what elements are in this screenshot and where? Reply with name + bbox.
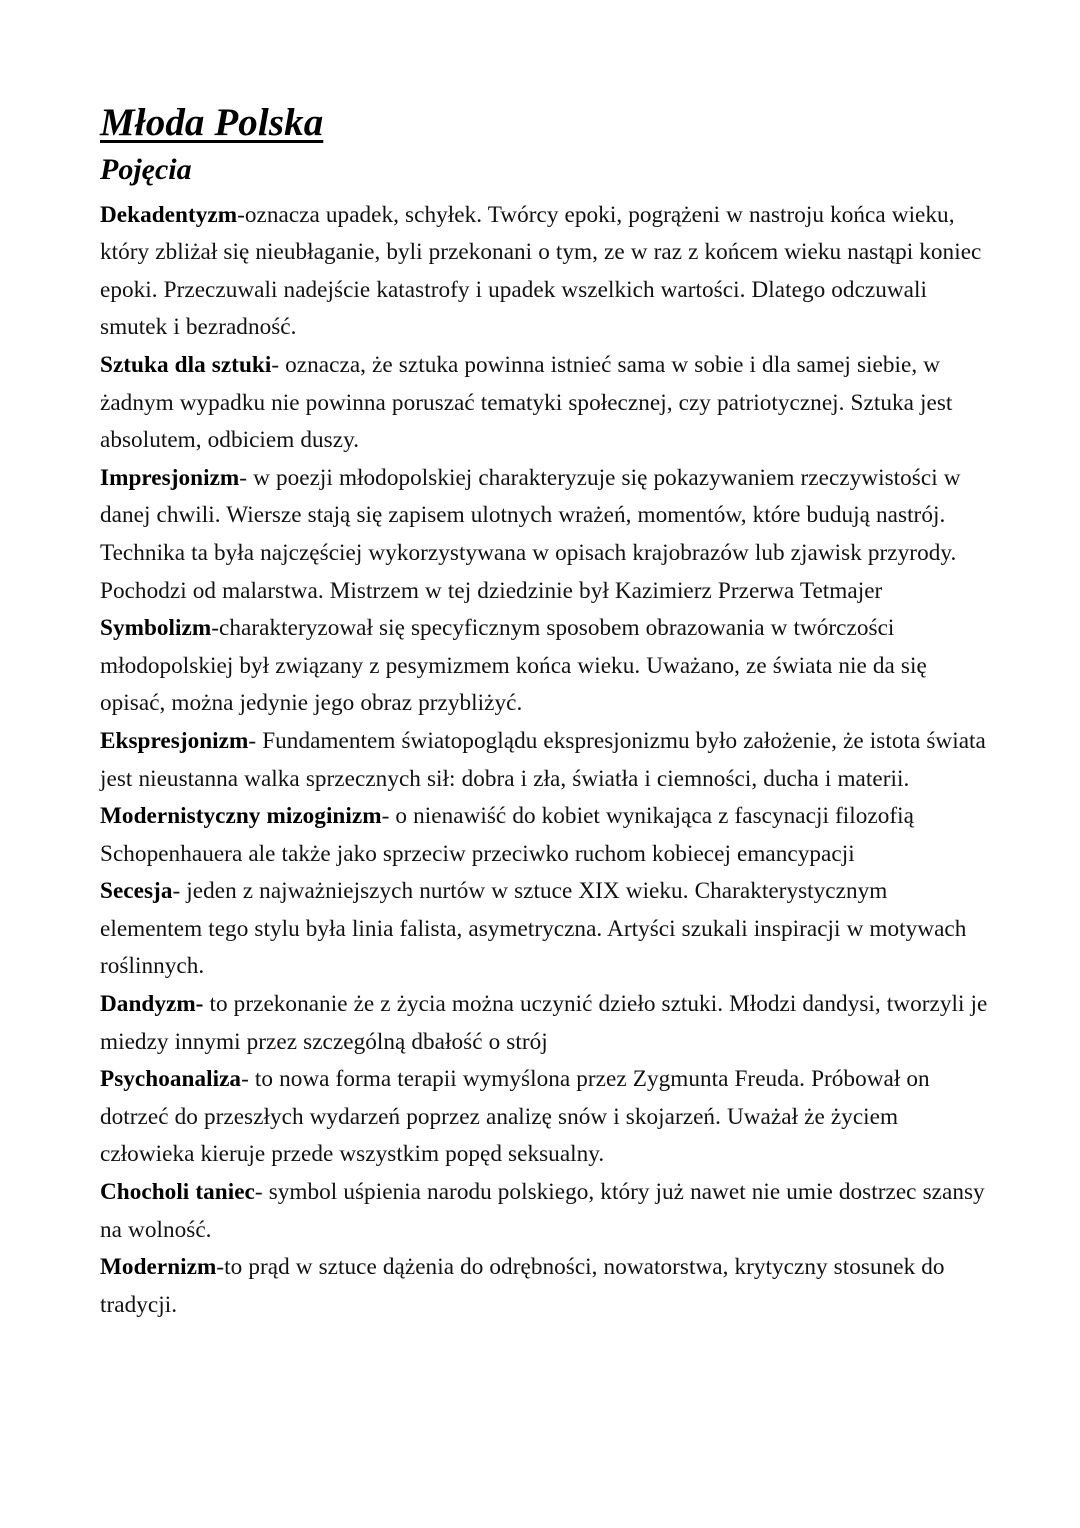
glossary-definition: to przekonanie że z życia można uczynić dzieło sztuki. Młodzi dandysi, tworzyli je miedzy innymi przez szczególną dbałość o strój (100, 991, 988, 1055)
glossary-entry (100, 1174, 992, 1249)
glossary-term: Dandyzm- (100, 991, 204, 1018)
glossary-definition: -oznacza upadek, schyłek. Twórcy epoki, pogrążeni w nastroju końca wieku, który zbliżał się nieubłaganie, byli przekonani o tym, ze w raz z końcem wieku nastąpi koniec epoki. Przeczuwali nadejście katastrofy i upadek wszelkich wartości. Dlatego odczuwali smutek i bezradność. (100, 201, 982, 341)
glossary-term: Symbolizm (100, 615, 212, 642)
glossary-definition: -charakteryzował się specyficznym sposobem obrazowania w twórczości młodopolskiej był związany z pesymizmem końca wieku. Uważano, ze świata nie da się opisać, można jedynie jego obraz przybliżyć. (100, 615, 927, 717)
glossary-term: Ekspresjonizm (100, 727, 249, 754)
glossary-list (100, 197, 992, 1325)
glossary-definition: - jeden z najważniejszych nurtów w sztuce XIX wieku. Charakterystycznym elementem tego stylu była linia falista, asymetryczna. Artyści szukali inspiracji w motywach roślinnych. (100, 878, 967, 980)
glossary-term: Secesja (100, 878, 173, 905)
glossary-term: Dekadentyzm (100, 201, 238, 228)
document-content (100, 100, 992, 1324)
glossary-entry (100, 197, 992, 347)
glossary-entry (100, 873, 992, 986)
glossary-definition: -to prąd w sztuce dążenia do odrębności, nowatorstwa, krytyczny stosunek do tradycji. (100, 1254, 945, 1318)
glossary-entry (100, 798, 992, 873)
glossary-definition: - w poezji młodopolskiej charakteryzuje się pokazywaniem rzeczywistości w danej chwili. Wiersze stają się zapisem ulotnych wrażeń, momentów, które budują nastrój. Technika ta była najczęściej wykorzystywana w opisach krajobrazów lub zjawisk przyrody. Pochodzi od malarstwa. Mistrzem w tej dziedzinie był Kazimierz Przerwa Tetmajer (100, 464, 961, 604)
glossary-term: Psychoanaliza (100, 1066, 242, 1093)
glossary-entry (100, 1249, 992, 1324)
glossary-term: Chocholi taniec (100, 1179, 255, 1206)
page-title: Młoda Polska (100, 101, 324, 144)
glossary-definition: - symbol uśpienia narodu polskiego, który już nawet nie umie dostrzec szansy na wolność. (100, 1179, 985, 1243)
glossary-term: Sztuka dla sztuki (100, 351, 272, 378)
glossary-definition: - to nowa forma terapii wymyślona przez Zygmunta Freuda. Próbował on dotrzeć do przeszłych wydarzeń poprzez analizę snów i skojarzeń. Uważał że życiem człowieka kieruje przede wszystkim popęd seksualny. (100, 1066, 930, 1168)
glossary-entry (100, 723, 992, 798)
glossary-entry (100, 1061, 992, 1174)
glossary-term: Modernizm (100, 1254, 217, 1281)
glossary-entry (100, 986, 992, 1061)
glossary-entry (100, 460, 992, 610)
glossary-definition: - o nienawiść do kobiet wynikająca z fascynacji filozofią Schopenhauera ale także jako sprzeciw przeciwko ruchom kobiecej emancypacji (100, 803, 914, 867)
glossary-entry (100, 347, 992, 460)
glossary-definition: - Fundamentem światopoglądu ekspresjonizmu było założenie, że istota świata jest nieustanna walka sprzecznych sił: dobra i zła, światła i ciemności, ducha i materii. (100, 727, 986, 792)
glossary-entry (100, 610, 992, 723)
glossary-term: Modernistyczny mizoginizm (100, 803, 382, 830)
section-heading-pojecia: Pojęcia (100, 153, 192, 187)
glossary-definition: - oznacza, że sztuka powinna istnieć sama w sobie i dla samej siebie, w żadnym wypadku nie powinna poruszać tematyki społecznej, czy patriotycznej. Sztuka jest absolutem, odbiciem duszy. (100, 351, 953, 454)
glossary-term: Impresjonizm (100, 464, 240, 491)
